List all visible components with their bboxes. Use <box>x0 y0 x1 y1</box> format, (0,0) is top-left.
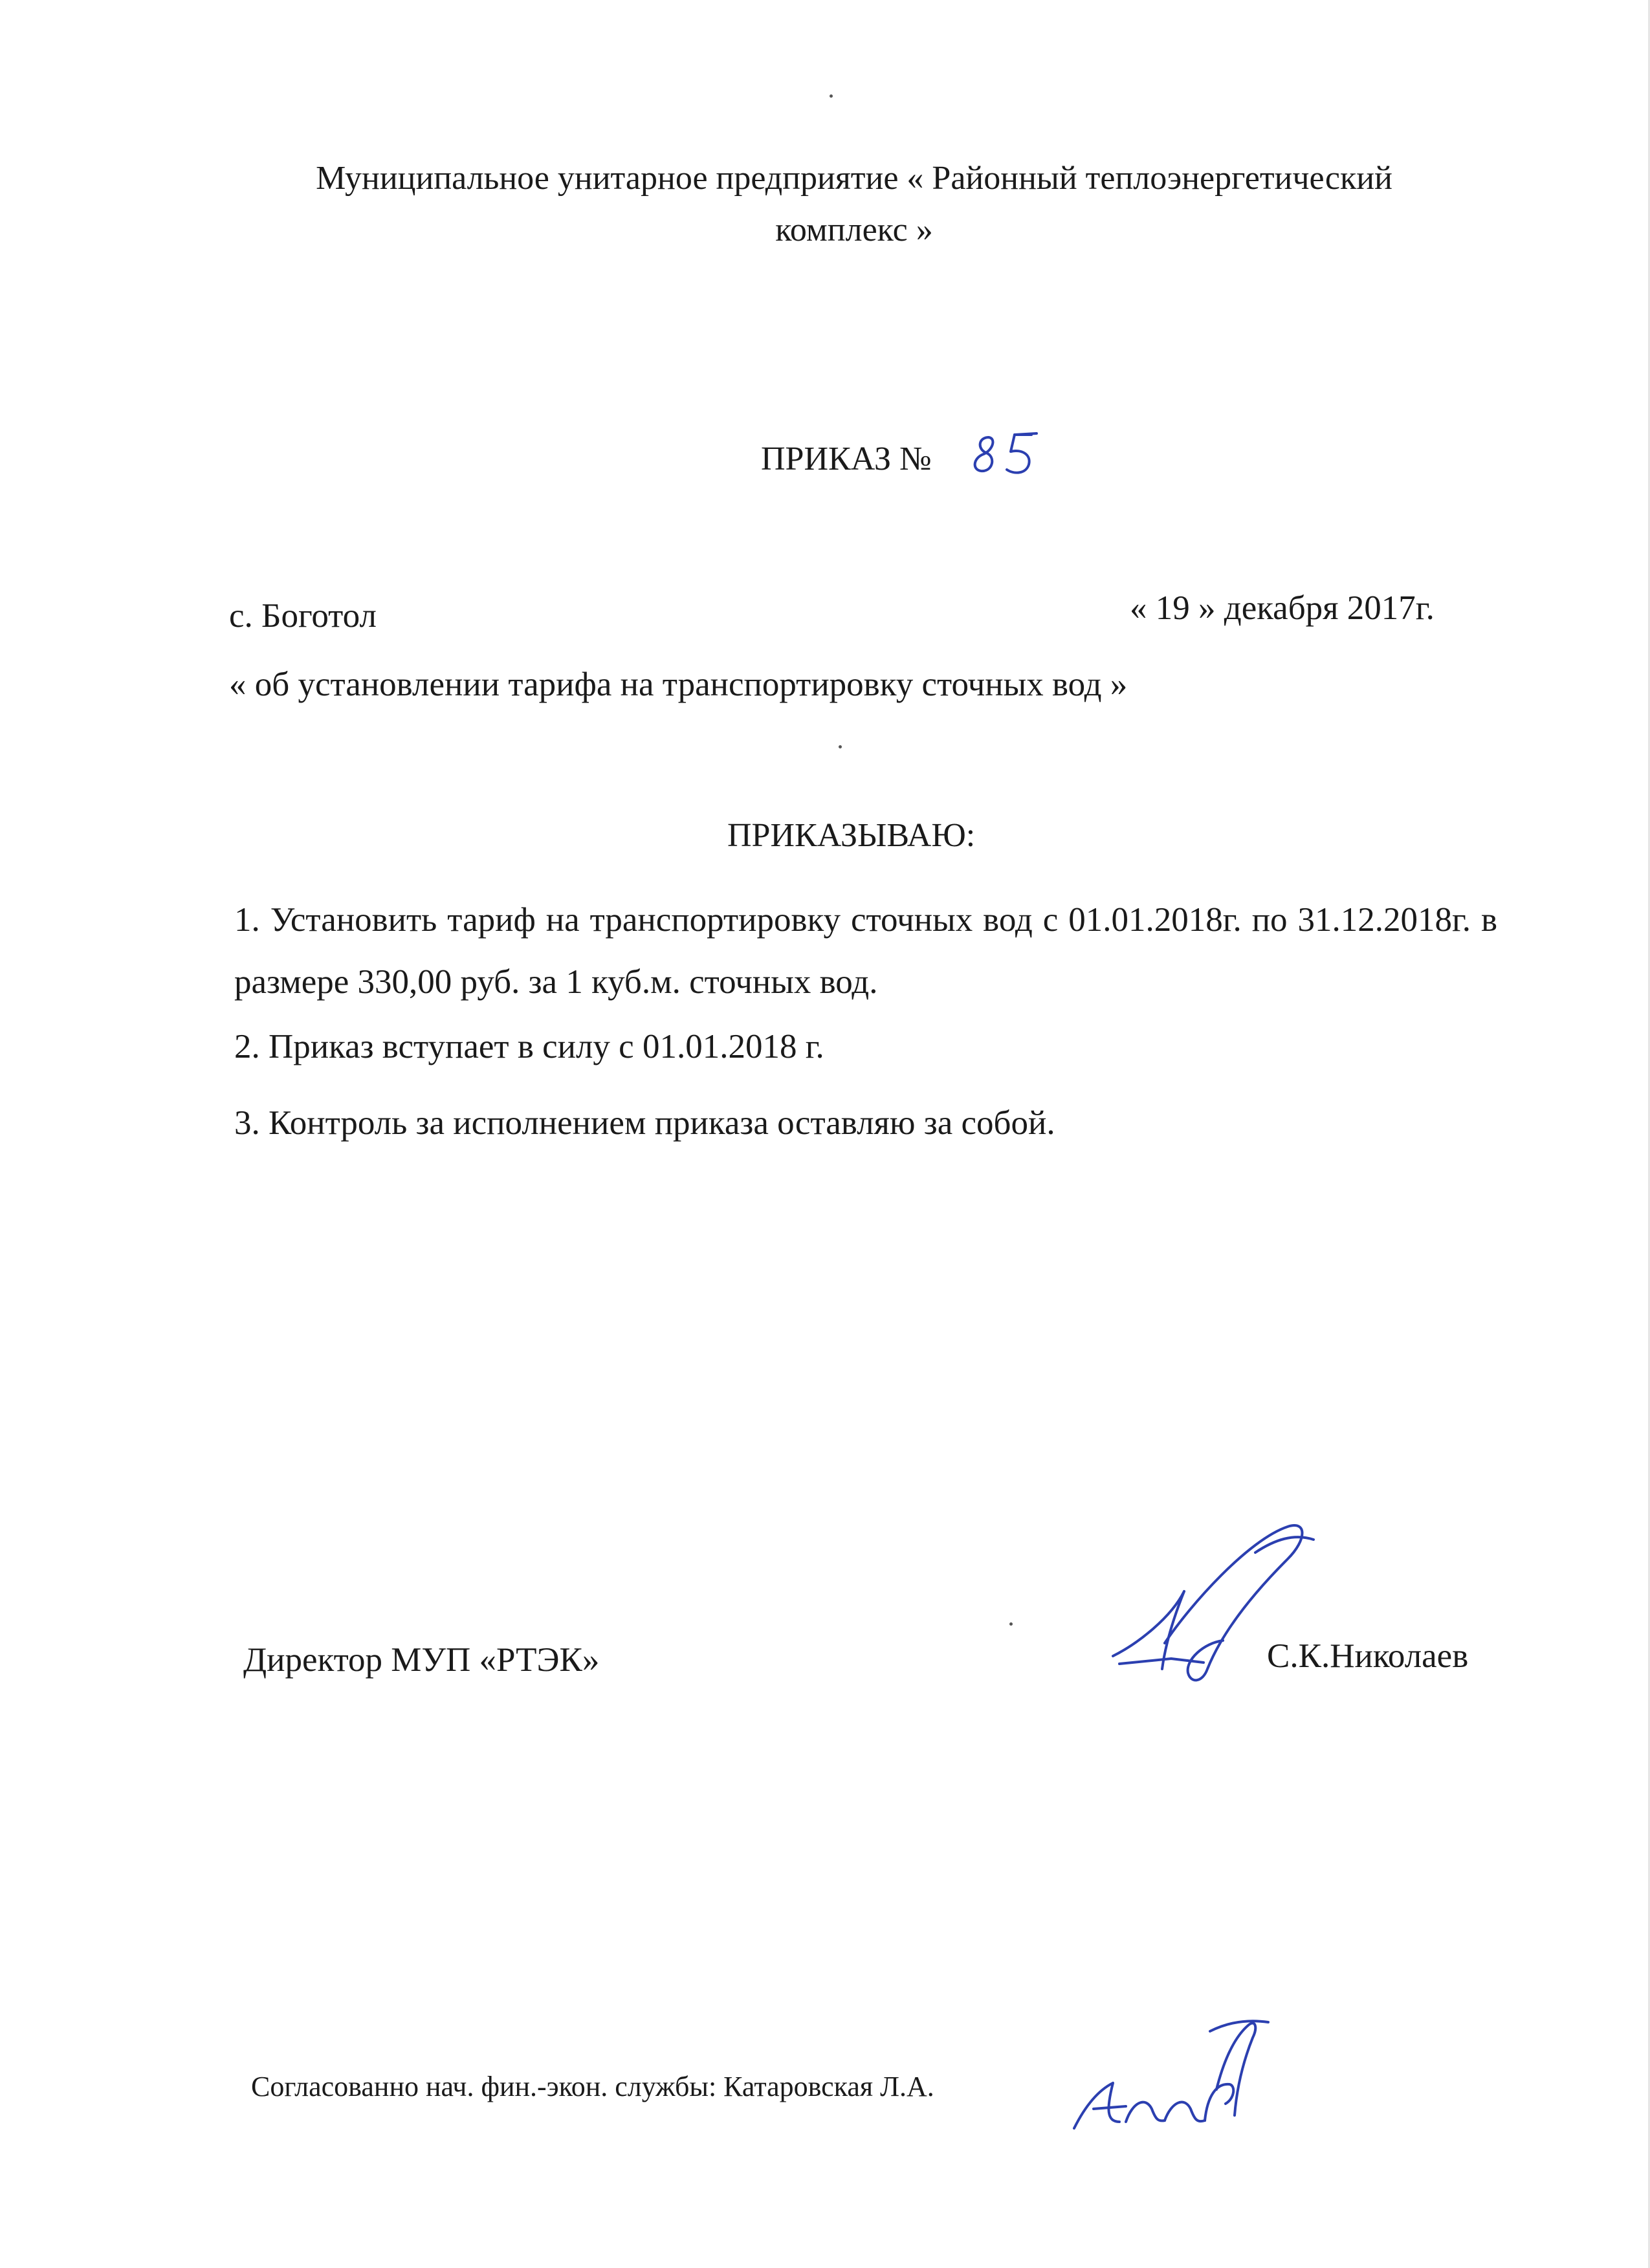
order-subject: « об установлении тарифа на транспортировку сточных вод » <box>229 666 1128 703</box>
organization-name-line2: комплекс » <box>775 212 933 248</box>
organization-name-line1: Муниципальное унитарное предприятие « Районный теплоэнергетический <box>316 160 1392 197</box>
place: с. Боготол <box>229 597 377 635</box>
order-date: « 19 » декабря 2017г. <box>1130 589 1435 627</box>
order-item-1: 1. Установить тариф на транспортировку сточных вод с 01.01.2018г. по 31.12.2018г. в размере 330,00 руб. за 1 куб.м. сточных вод. <box>234 901 1497 1001</box>
directive-heading: ПРИКАЗЫВАЮ: <box>727 817 976 854</box>
order-title: ПРИКАЗ № <box>761 441 932 477</box>
scan-speck <box>839 745 842 748</box>
approval-line: Согласованно нач. фин.-экон. службы: Катаровская Л.А. <box>251 2071 934 2102</box>
signatory-position: Директор МУП «РТЭК» <box>243 1641 600 1679</box>
scan-speck <box>830 94 833 98</box>
scan-speck <box>1009 1622 1013 1626</box>
order-item-2: 2. Приказ вступает в силу с 01.01.2018 г. <box>234 1028 824 1065</box>
order-item-3: 3. Контроль за исполнением приказа оставляю за собой. <box>234 1104 1055 1142</box>
signatory-name: С.К.Николаев <box>1267 1637 1469 1675</box>
